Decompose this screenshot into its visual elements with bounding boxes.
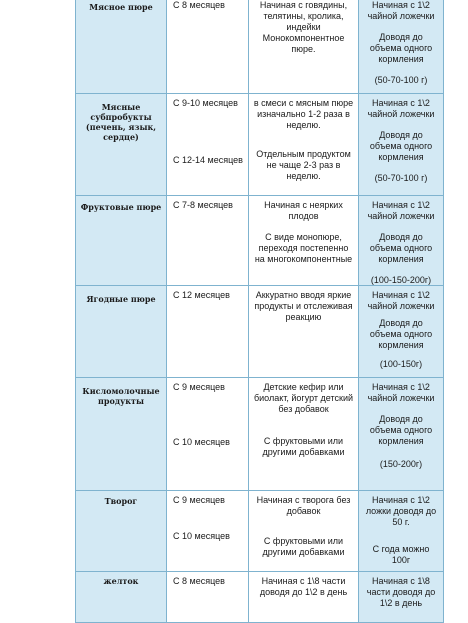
- age-text: С 8 месяцев: [173, 576, 225, 586]
- amount-text: Начиная с 1\2 ложки доводя до 50 г.: [365, 495, 437, 527]
- age-text: С 9 месяцев: [173, 382, 225, 392]
- product-cell: [75, 286, 167, 377]
- age-cell: [167, 196, 249, 285]
- note-cell: [249, 491, 359, 571]
- amount-cell: [359, 491, 444, 571]
- note-text: Детские кефир или биолакт, йогурт детский без добавок: [253, 382, 354, 414]
- amount-text: Доводя до объема одного кормления: [369, 32, 433, 64]
- table-row: [75, 286, 444, 378]
- amount-cell: [359, 572, 444, 622]
- note-text: Начиная с 1\8 части доводя до 1\2 в день: [259, 576, 348, 597]
- product-name: Мясное пюре: [89, 2, 153, 12]
- note-cell: [249, 378, 359, 490]
- age-cell: [167, 94, 249, 195]
- product-name: Фруктовые пюре: [80, 202, 162, 212]
- amount-cell: [359, 196, 444, 285]
- amount-text: (100-150г): [379, 359, 423, 369]
- amount-text: (100-150-200г): [370, 275, 432, 285]
- amount-cell: [359, 286, 444, 377]
- amount-text: Начиная с 1\2 чайной ложечки: [367, 200, 435, 221]
- amount-text: (150-200г): [379, 459, 423, 469]
- amount-cell: [359, 0, 444, 93]
- note-text: С виде монопюре, переходя постепенно на многокомпонентные: [254, 232, 353, 264]
- product-cell: [75, 491, 167, 571]
- product-name: Творог: [104, 496, 138, 506]
- age-cell: [167, 378, 249, 490]
- age-text: С 9-10 месяцев: [173, 98, 238, 108]
- amount-text: Начиная с 1\2 чайной ложечки: [367, 0, 435, 21]
- age-cell: [167, 286, 249, 377]
- product-name: Ягодные пюре: [86, 294, 156, 304]
- note-cell: [249, 94, 359, 195]
- amount-text: Начиная с 1\2 чайной ложечки: [367, 290, 435, 311]
- amount-cell: [359, 378, 444, 490]
- note-text: Начиная с творога без добавок: [256, 495, 351, 516]
- product-cell: [75, 94, 167, 195]
- table-row: [75, 491, 444, 572]
- age-cell: [167, 0, 249, 93]
- amount-text: Начиная с 1\2 чайной ложечки: [367, 98, 435, 119]
- product-cell: [75, 378, 167, 490]
- table-row: [75, 378, 444, 491]
- amount-text: (50-70-100 г): [374, 173, 428, 183]
- product-cell: [75, 572, 167, 622]
- amount-text: (50-70-100 г): [374, 75, 428, 85]
- age-text: С 10 месяцев: [173, 531, 230, 541]
- amount-text: Начиная с 1\2 чайной ложечки: [367, 382, 435, 403]
- age-text: С 10 месяцев: [173, 437, 230, 447]
- amount-text: Доводя до объема одного кормления: [369, 414, 433, 446]
- age-cell: [167, 572, 249, 622]
- note-cell: [249, 196, 359, 285]
- amount-text: Начиная с 1\8 части доводя до 1\2 в день: [366, 576, 436, 608]
- amount-text: Доводя до объема одного кормления: [369, 232, 433, 264]
- product-cell: [75, 0, 167, 93]
- product-name: Мясные субпробукты (печень, язык, сердце): [85, 102, 157, 142]
- note-text: в смеси с мясным пюре изначально 1-2 раза в неделю.: [253, 98, 354, 130]
- table-row: [75, 94, 444, 196]
- table-row: [75, 0, 444, 94]
- note-text: Начиная с неярких плодов: [264, 200, 343, 221]
- note-text: С фруктовыми или другими добавками: [262, 436, 345, 457]
- table-row: [75, 572, 444, 623]
- amount-text: Доводя до объема одного кормления: [369, 318, 433, 350]
- note-cell: [249, 0, 359, 93]
- product-cell: [75, 196, 167, 285]
- age-text: С 9 месяцев: [173, 495, 225, 505]
- note-cell: [249, 572, 359, 622]
- age-cell: [167, 491, 249, 571]
- age-text: С 12 месяцев: [173, 290, 230, 300]
- note-text: Начиная с говядины, телятины, кролика, индейки Монокомпонентное пюре.: [259, 0, 348, 54]
- age-text: С 12-14 месяцев: [173, 155, 243, 165]
- age-text: С 7-8 месяцев: [173, 200, 233, 210]
- amount-text: Доводя до объема одного кормления: [369, 130, 433, 162]
- feeding-table: [75, 0, 444, 623]
- table-row: [75, 196, 444, 286]
- product-name: желток: [103, 576, 139, 586]
- note-text: С фруктовыми или другими добавками: [262, 536, 345, 557]
- product-name: Кисломолочные продукты: [82, 386, 160, 406]
- amount-text: С года можно 100г: [372, 544, 430, 565]
- amount-cell: [359, 94, 444, 195]
- note-text: Отдельным продуктом не чаще 2-3 раз в неделю.: [256, 149, 351, 181]
- note-cell: [249, 286, 359, 377]
- age-text: С 8 месяцев: [173, 0, 225, 10]
- note-text: Аккуратно вводя яркие продукты и отслеживая реакцию: [254, 290, 353, 322]
